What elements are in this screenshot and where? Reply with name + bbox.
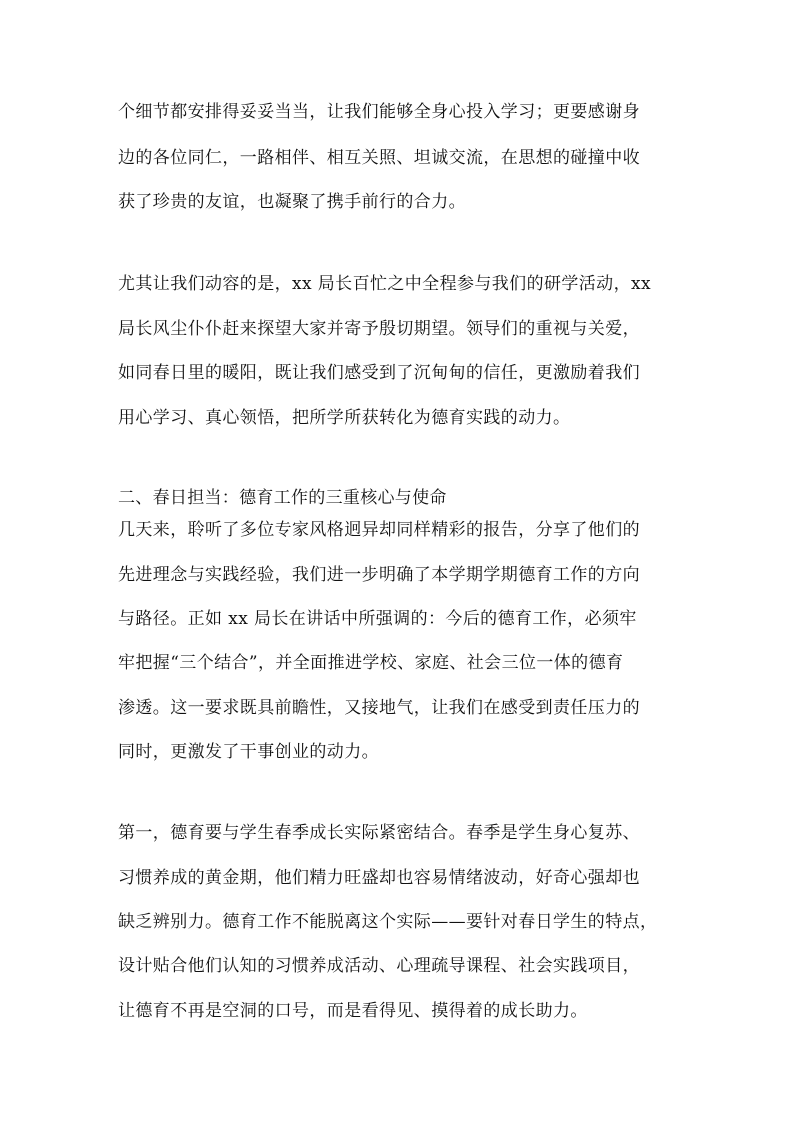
text-line: 缺乏辨别力。德育工作不能脱离这个实际——要针对春日学生的特点， — [118, 912, 658, 932]
text-line: 个细节都安排得妥妥当当，让我们能够全身心投入学习；更要感谢身 — [118, 102, 640, 122]
text-line: 先进理念与实践经验，我们进一步明确了本学期学期德育工作的方向 — [118, 565, 640, 585]
text-line: 同时，更激发了干事创业的动力。 — [118, 742, 379, 762]
text-line: 获了珍贵的友谊，也凝聚了携手前行的合力。 — [118, 192, 466, 212]
text-line: 尤其让我们动容的是，xx 局长百忙之中全程参与我们的研学活动，xx — [118, 274, 651, 294]
text-line: 牢把握“三个结合”，并全面推进学校、家庭、社会三位一体的德育 — [118, 653, 624, 673]
section-heading: 二、春日担当：德育工作的三重核心与使命 — [118, 488, 447, 508]
text-line: 如同春日里的暖阳，既让我们感受到了沉甸甸的信任，更激励着我们 — [118, 363, 640, 383]
text-line: 局长风尘仆仆赶来探望大家并寄予殷切期望。领导们的重视与关爱， — [118, 319, 640, 339]
text-line: 渗透。这一要求既具前瞻性，又接地气，让我们在感受到责任压力的 — [118, 698, 640, 718]
text-line: 几天来，聆听了多位专家风格迥异却同样精彩的报告，分享了他们的 — [118, 520, 640, 540]
text-line: 习惯养成的黄金期，他们精力旺盛却也容易情绪波动，好奇心强却也 — [118, 868, 640, 888]
text-line: 设计贴合他们认知的习惯养成活动、心理疏导课程、社会实践项目， — [118, 956, 640, 976]
text-line: 与路径。正如 xx 局长在讲话中所强调的：今后的德育工作，必须牢 — [118, 609, 637, 629]
text-line: 第一，德育要与学生春季成长实际紧密结合。春季是学生身心复苏、 — [118, 823, 640, 843]
text-line: 让德育不再是空洞的口号，而是看得见、摸得着的成长助力。 — [118, 1001, 588, 1021]
text-line: 用心学习、真心领悟，把所学所获转化为德育实践的动力。 — [118, 408, 571, 428]
text-line: 边的各位同仁，一路相伴、相互关照、坦诚交流，在思想的碰撞中收 — [118, 148, 640, 168]
